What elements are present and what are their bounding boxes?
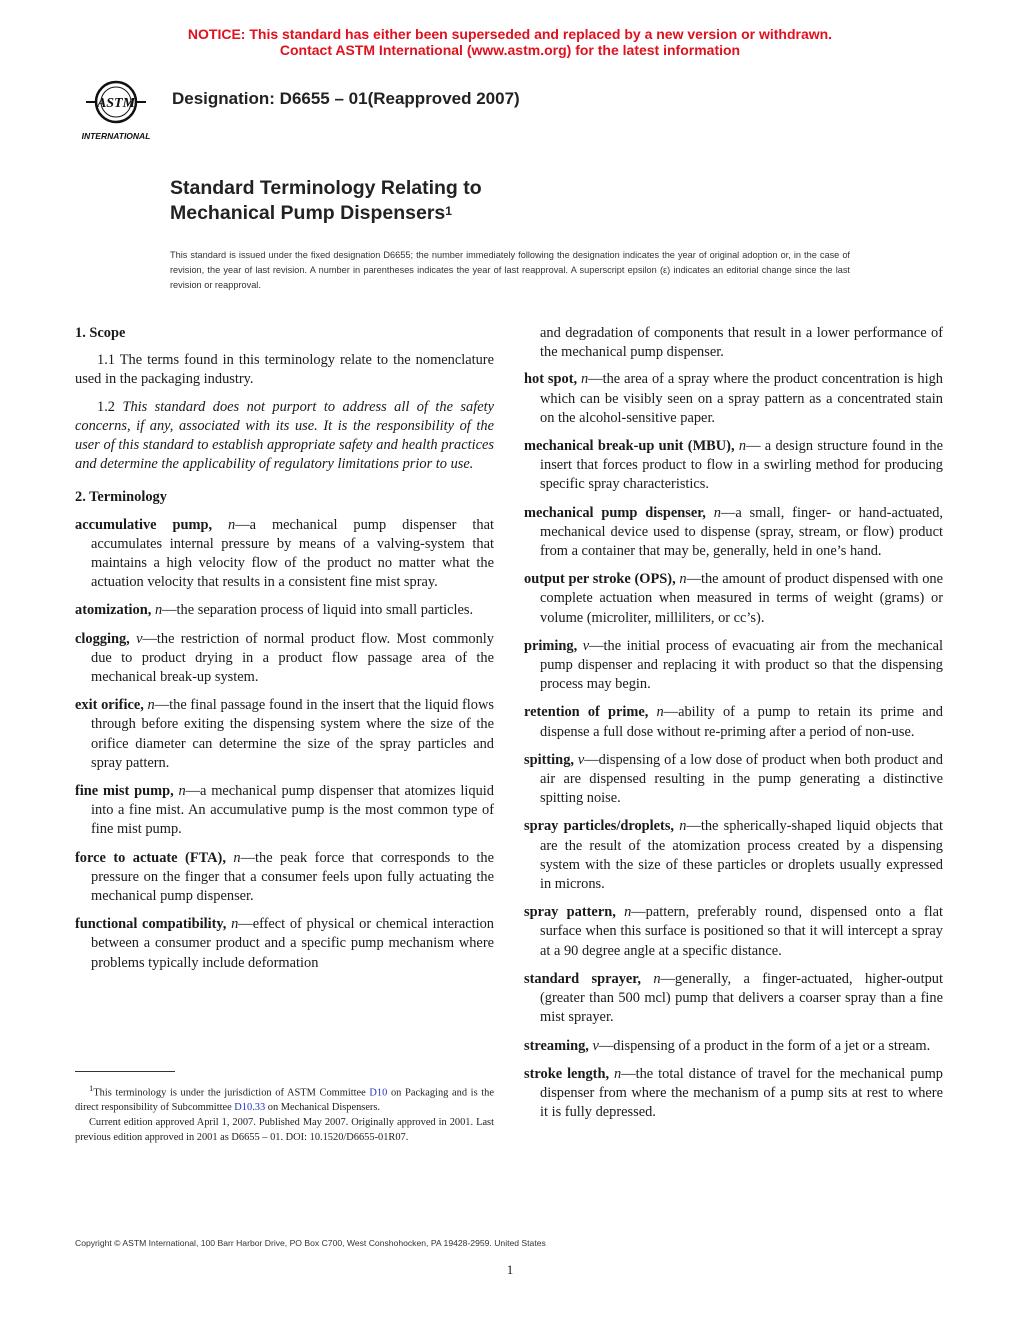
- right-column: [524, 324, 943, 1131]
- term-definition: —the initial process of evacuating air from the mechanical pump dispenser and replacing it with product so that the dispensing process may begin.: [540, 637, 943, 693]
- term-name: spray particles/droplets,: [524, 818, 675, 835]
- superseded-notice: [0, 26, 1020, 58]
- scope-para-1-2-text: This standard does not purport to address all of the safety concerns, if any, associated with its use. It is the responsibility of the user of this standard to establish appropriate safety and health practices and determine the applicability of regulatory limitations prior to use.: [75, 398, 494, 473]
- term-definition: —the amount of product dispensed with one complete actuation when measured in terms of weight (grams) or volume (microliter, milliliters, or cc’s).: [540, 571, 943, 626]
- term-part-of-speech: v: [577, 751, 585, 768]
- term-definition: —a mechanical pump dispenser that atomizes liquid into a fine mist. An accumulative pump is the most common type of fine mist pump.: [91, 783, 494, 838]
- term-name: functional compatibility,: [75, 916, 227, 933]
- term-part-of-speech: v: [136, 630, 143, 647]
- intro-paragraph: This standard is issued under the fixed designation D6655; the number immediately following the designation indicates the year of original adoption or, in the case of revision, the year of last revision. A number in parentheses indicates the year of last reapproval. A superscript epsilon (ε) indicates an editorial change since the last revision or reapproval.: [170, 250, 850, 290]
- term-name: mechanical pump dispenser,: [524, 504, 706, 521]
- term-name: atomization,: [75, 602, 152, 619]
- term-part-of-speech: v: [582, 637, 590, 654]
- term-name: spray pattern,: [524, 904, 616, 921]
- term-part-of-speech: n: [679, 571, 687, 588]
- term-entry: [524, 1037, 943, 1056]
- term-part-of-speech: n: [656, 704, 664, 721]
- document-title: [170, 176, 482, 226]
- term-definition: —the final passage found in the insert that the liquid flows through before exiting the dispensing system where the size of the orifice diameter can determine the size of the spray particles and spray pattern.: [91, 697, 494, 771]
- notice-line-2: Contact ASTM International (www.astm.org) for the latest information: [279, 42, 741, 58]
- term-entry: [75, 849, 494, 907]
- term-name: spitting,: [524, 751, 574, 768]
- term-entry: [524, 751, 943, 809]
- term-entry: [75, 601, 494, 620]
- term-name: stroke length,: [524, 1065, 610, 1082]
- term-entry: [75, 696, 494, 773]
- scope-para-1-1: 1.1 The terms found in this terminology relate to the nomenclature used in the packaging industry.: [75, 352, 494, 388]
- term-part-of-speech: n: [147, 697, 155, 714]
- term-entry: [524, 817, 943, 894]
- term-definition: —the restriction of normal product flow. Most commonly due to product drying in a product flow passage area of the mechanical break-up system.: [91, 630, 494, 686]
- term-entry: [524, 1065, 943, 1123]
- right-term-list: [524, 370, 943, 1122]
- astm-logo-icon: [72, 72, 162, 144]
- left-term-list: [75, 516, 494, 973]
- title-footnote-mark: 1: [445, 204, 452, 218]
- footnote-text-b: on Packaging and is the direct responsibility of Subcommittee: [75, 1087, 494, 1114]
- term-name: accumulative pump,: [75, 516, 213, 533]
- term-name: priming,: [524, 637, 578, 654]
- term-part-of-speech: n: [624, 904, 632, 921]
- term-definition: —the total distance of travel for the mechanical pump dispenser from where the mechanism of a pump sits at rest to where it is fully depressed.: [540, 1065, 943, 1121]
- term-definition: —ability of a pump to retain its prime and dispense a full dose without re-priming after a period of non-use.: [540, 704, 943, 740]
- term-definition: —the separation process of liquid into small particles.: [162, 602, 474, 619]
- left-column: [75, 324, 494, 982]
- term-part-of-speech: n: [178, 783, 186, 800]
- continued-definition: and degradation of components that result in a lower performance of the mechanical pump dispenser.: [540, 325, 943, 361]
- term-part-of-speech: v: [592, 1037, 599, 1054]
- title-line-1: Standard Terminology Relating to: [170, 177, 482, 199]
- term-definition: —the peak force that corresponds to the pressure on the finger that a consumer feels upon fully actuating the mechanical pump dispenser.: [91, 849, 494, 905]
- term-name: hot spot,: [524, 371, 578, 388]
- footnote-text-c: on Mechanical Dispensers.: [265, 1102, 381, 1114]
- term-definition: —a mechanical pump dispenser that accumulates internal pressure by means of a valving-system that maintains a high velocity flow of the product no matter what the actuation velocity that results in a consistent fine mist spray.: [91, 516, 494, 591]
- term-part-of-speech: n: [738, 438, 747, 455]
- term-definition: — a design structure found in the insert that forces product to flow in a swirling method for producing specific spray characteristics.: [540, 438, 943, 493]
- term-entry: [75, 630, 494, 688]
- term-name: standard sprayer,: [524, 970, 641, 987]
- term-part-of-speech: n: [653, 970, 661, 987]
- footnote: [75, 1081, 494, 1145]
- term-entry: [524, 703, 943, 741]
- term-definition: —dispensing of a low dose of product when both product and air are dispensed resulting in the pump generating a distinctive spitting noise.: [540, 751, 943, 807]
- term-entry: [524, 570, 943, 628]
- term-entry: [524, 903, 943, 961]
- logo-subtext: INTERNATIONAL: [81, 131, 151, 141]
- term-part-of-speech: n: [614, 1065, 622, 1082]
- term-entry: [75, 915, 494, 973]
- footnote-mark: 1: [89, 1083, 94, 1093]
- scope-para-1-2: [75, 398, 494, 475]
- term-definition: —effect of physical or chemical interaction between a consumer product and a specific pump mechanism where problems typically include deformation: [91, 916, 494, 971]
- term-name: mechanical break-up unit (MBU),: [524, 438, 735, 455]
- footnote-para-1: [75, 1081, 494, 1115]
- term-definition: —dispensing of a product in the form of a jet or a stream.: [598, 1037, 931, 1054]
- term-entry: [75, 516, 494, 593]
- designation: Designation: D6655 – 01(Reapproved 2007): [172, 89, 520, 108]
- term-entry: [75, 782, 494, 840]
- subcommittee-link[interactable]: D10.33: [234, 1102, 266, 1114]
- term-entry: [524, 970, 943, 1028]
- term-name: output per stroke (OPS),: [524, 571, 676, 588]
- term-part-of-speech: n: [231, 916, 239, 933]
- term-part-of-speech: n: [154, 602, 163, 619]
- term-name: streaming,: [524, 1037, 589, 1054]
- scope-heading: 1. Scope: [75, 325, 126, 341]
- copyright: Copyright © ASTM International, 100 Barr Harbor Drive, PO Box C700, West Conshohocken, PA 19428-2959. United States: [75, 1238, 546, 1248]
- footnote-para-2: Current edition approved April 1, 2007. Published May 2007. Originally approved in 2001. Last previous edition approved in 2001 as D6655 – 01. DOI: 10.1520/D6655-01R07.: [75, 1117, 494, 1144]
- term-part-of-speech: n: [228, 516, 236, 533]
- term-definition: —generally, a finger-actuated, higher-output (greater than 500 mcl) pump that delivers a coarser spray than a fine mist sprayer.: [540, 970, 943, 1026]
- title-line-2-text: Mechanical Pump Dispensers: [170, 202, 446, 224]
- term-name: fine mist pump,: [75, 783, 174, 800]
- logo-text: ASTM: [96, 96, 136, 111]
- title-line-2: [170, 201, 482, 226]
- term-definition: —the spherically-shaped liquid objects that are the result of the atomization process created by a dispensing system with the size of these particles or droplets usually expressed in microns.: [540, 818, 943, 893]
- notice-line-1: NOTICE: This standard has either been superseded and replaced by a new version or withdrawn.: [187, 26, 833, 42]
- term-definition: —pattern, preferably round, dispensed onto a flat surface when this surface is positioned so that it will intercept a spray at a 90 degree angle at a specific distance.: [540, 904, 943, 959]
- term-definition: —a small, finger- or hand-actuated, mechanical device used to dispense (spray, stream, or flow) product from a container that may be, generally, held in one’s hand.: [540, 504, 943, 560]
- term-part-of-speech: n: [713, 504, 721, 521]
- term-part-of-speech: n: [679, 818, 687, 835]
- term-name: force to actuate (FTA),: [75, 849, 226, 866]
- term-name: retention of prime,: [524, 704, 649, 721]
- term-part-of-speech: n: [581, 371, 589, 388]
- term-name: exit orifice,: [75, 697, 144, 714]
- term-part-of-speech: n: [233, 849, 241, 866]
- footnote-divider: [75, 1071, 175, 1072]
- term-entry: [524, 370, 943, 428]
- term-entry: [524, 637, 943, 695]
- page-number: 1: [506, 1262, 514, 1277]
- footnote-text-a: This terminology is under the jurisdiction of ASTM Committee: [93, 1087, 370, 1099]
- terminology-heading: 2. Terminology: [75, 489, 167, 506]
- term-entry: [524, 437, 943, 495]
- term-definition: —the area of a spray where the product concentration is high which can be visibly seen on a spray pattern as a concentrated stain on the alcohol-sensitive paper.: [540, 371, 943, 426]
- term-name: clogging,: [75, 630, 130, 647]
- scope-para-1-2-number: 1.2: [97, 398, 123, 415]
- committee-link[interactable]: D10: [369, 1087, 388, 1099]
- term-entry: [524, 504, 943, 562]
